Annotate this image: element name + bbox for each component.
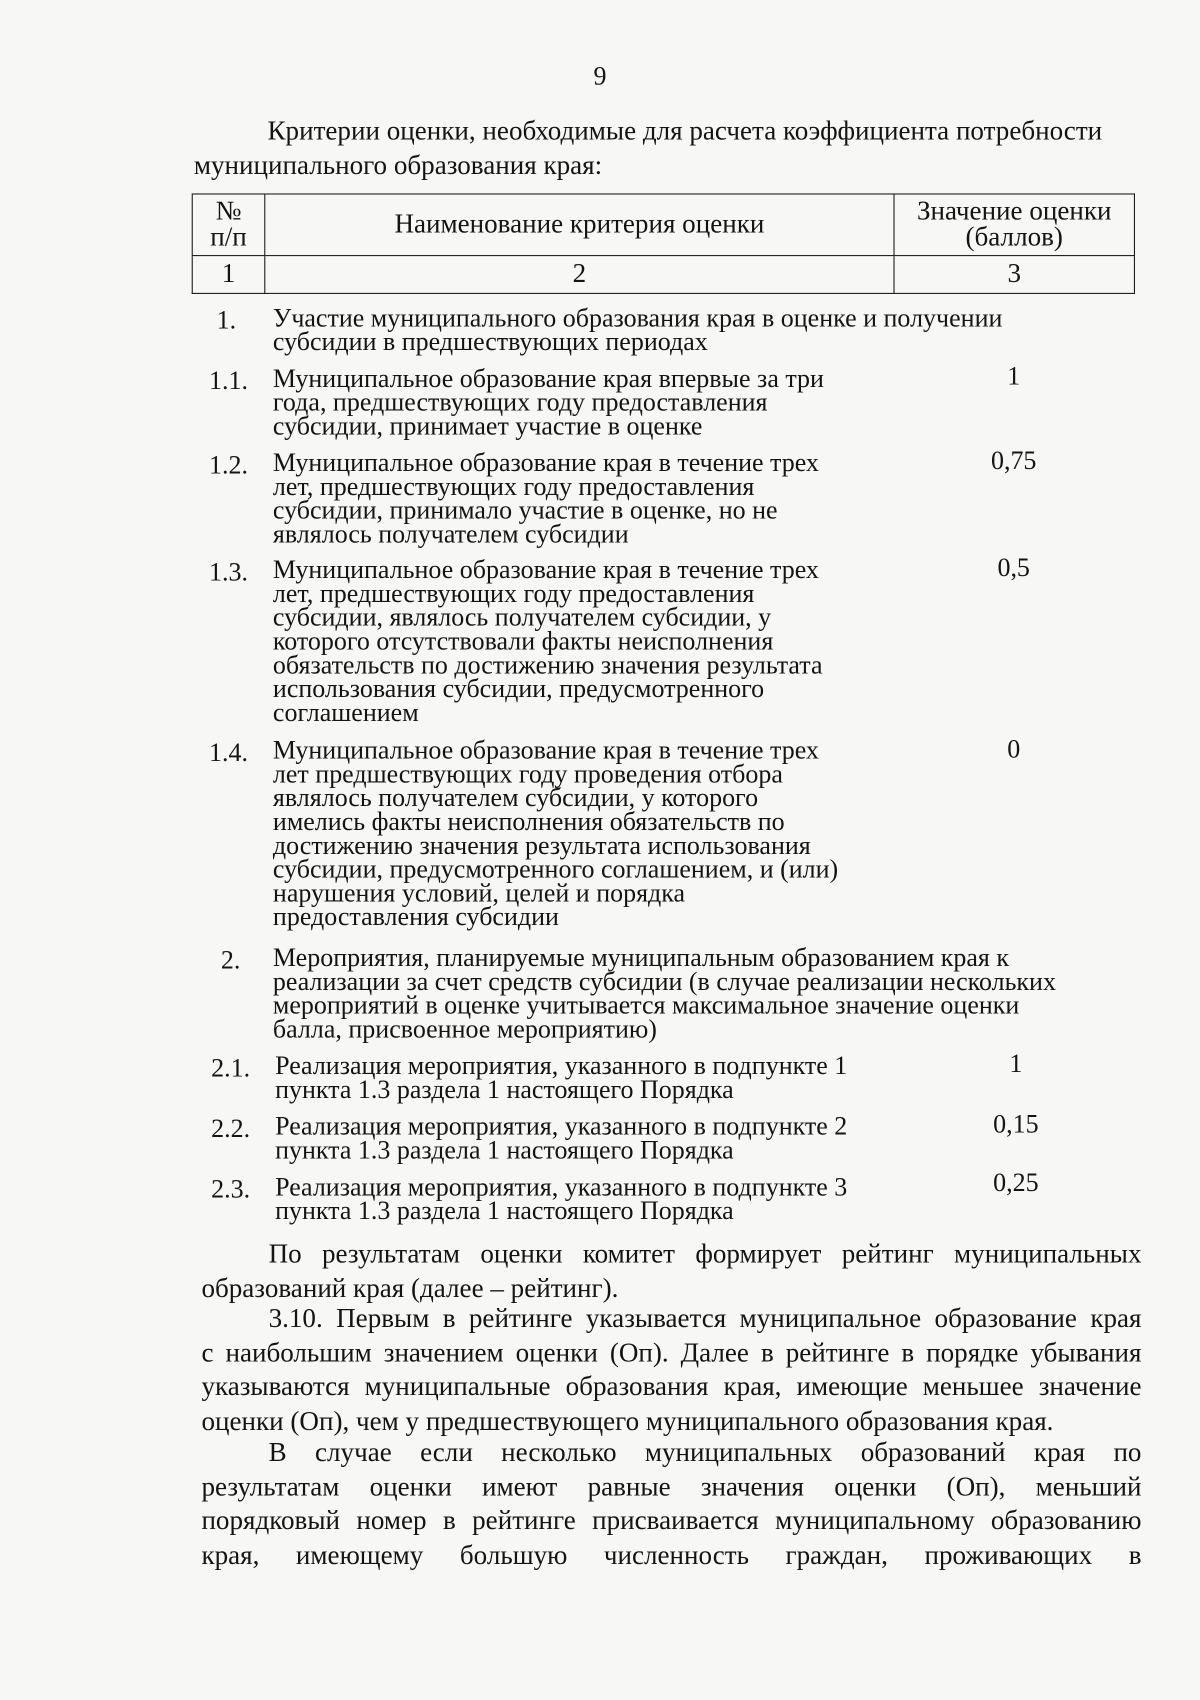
header-value-line2: (баллов) [965, 222, 1063, 252]
row-2-3-score: 0,25 [993, 1169, 1039, 1198]
text-line: достижению значения результата использования [272, 832, 811, 861]
row-2-number: 2. [220, 946, 241, 975]
column-number-2-text: 2 [572, 259, 587, 289]
header-value [895, 193, 1135, 256]
header-number-pp: п/п [210, 222, 247, 252]
column-number-1-text: 1 [221, 259, 236, 289]
row-1-4-text [272, 737, 839, 932]
paragraph-rating [201, 1237, 1141, 1305]
row-2-text [272, 944, 1056, 1044]
paragraph-line: По результатам оценки комитет формирует рейтинг муниципальных [268, 1239, 1142, 1269]
text-line: Муниципальное образование края в течение трех [272, 449, 819, 478]
row-1-1-text [272, 365, 824, 441]
header-value-line1: Значение оценки [916, 196, 1112, 226]
intro-line-1: Критерии оценки, необходимые для расчета коэффициента потребности [267, 116, 1103, 146]
text-line: нарушения условий, целей и порядка [272, 879, 686, 908]
page-number: 9 [593, 62, 607, 91]
paragraph-line: края, имеющему большую численность граждан, проживающих в [201, 1540, 1142, 1570]
text-line: имелись факты неисполнения обязательств по [272, 808, 785, 837]
intro-line-2: муниципального образования края: [193, 151, 603, 181]
text-line: субсидии, являлось получателем субсидии, у [272, 604, 772, 633]
row-1-3-number: 1.3. [209, 558, 249, 587]
paragraph-line: с наибольшим значением оценки (Оп). Далее в рейтинге в порядке убывания [201, 1338, 1142, 1368]
text-line: Муниципальное образование края в течение трех [272, 556, 819, 585]
text-line: обязательств по достижению значения результата [272, 651, 823, 680]
text-line: Муниципальное образование края в течение трех [272, 737, 819, 766]
paragraph-line: В случае если несколько муниципальных образований края по [268, 1438, 1142, 1468]
text-line: пункта 1.3 раздела 1 настоящего Порядка [275, 1197, 734, 1226]
text-line: предоставления субсидии [272, 903, 559, 932]
header-number-sign: № [215, 196, 242, 226]
row-2-3-number: 2.3. [211, 1175, 251, 1204]
row-2-3-text [275, 1173, 848, 1226]
header-name [265, 193, 894, 256]
text-line: Реализация мероприятия, указанного в подпункте 1 [275, 1052, 848, 1081]
text-line: являлось получателем субсидии, у которого [272, 784, 759, 813]
row-1-2-number: 1.2. [209, 451, 249, 480]
text-line: Реализация мероприятия, указанного в подпункте 3 [275, 1173, 848, 1202]
paragraph-equal-scores [201, 1436, 1141, 1572]
row-1-1-score: 1 [1007, 363, 1021, 392]
row-2-2-number: 2.2. [211, 1115, 251, 1144]
paragraph-line: образований края (далее – рейтинг). [201, 1273, 619, 1303]
header-name-text: Наименование критерия оценки [394, 209, 765, 239]
paragraph-3-10 [201, 1302, 1141, 1438]
row-1-3-text [272, 556, 823, 728]
header-number [192, 193, 266, 256]
paragraph-line: результатам оценки имеют равные значения оценки (Оп), меньший [201, 1472, 1142, 1502]
text-line: пункта 1.3 раздела 1 настоящего Порядка [275, 1136, 734, 1165]
row-1-number: 1. [216, 306, 237, 336]
row-1-1-number: 1.1. [209, 367, 249, 396]
text-line: субсидии в предшествующих периодах [272, 328, 708, 357]
row-1-2-text [272, 449, 819, 549]
text-line: Участие муниципального образования края в оценке и получении [272, 304, 1003, 333]
text-line: мероприятий в оценке учитывается максимальное значение оценки [272, 992, 1020, 1021]
text-line: пункта 1.3 раздела 1 настоящего Порядка [275, 1076, 734, 1105]
text-line: лет предшествующих году проведения отбора [272, 760, 783, 789]
text-line: субсидии, принимало участие в оценке, но не [272, 497, 778, 526]
row-2-2-text [275, 1115, 847, 1163]
row-1-text [272, 304, 1003, 357]
text-line: года, предшествующих году предоставления [272, 389, 768, 418]
paragraph-line: оценки (Оп), чем у предшествующего муниципального образования края. [201, 1406, 1054, 1436]
row-2-1-text [275, 1052, 848, 1105]
row-2-2-score: 0,15 [993, 1110, 1039, 1140]
text-line: балла, присвоенное мероприятию) [272, 1015, 657, 1044]
text-line: Реализация мероприятия, указанного в подпункте 2 [275, 1113, 848, 1142]
column-number-1 [192, 256, 266, 294]
text-line: реализации за счет средств субсидии (в случае реализации нескольких [272, 968, 1056, 997]
row-2-1-score: 1 [1009, 1050, 1023, 1079]
row-1-4-score: 0 [1007, 735, 1021, 765]
text-line: являлось получателем субсидии [272, 520, 629, 549]
row-1-3-score: 0,5 [997, 554, 1030, 583]
text-line: лет, предшествующих году предоставления [272, 580, 755, 609]
column-number-2 [265, 256, 894, 294]
text-line: Мероприятия, планируемые муниципальным образованием края к [272, 944, 1010, 973]
text-line: использования субсидии, предусмотренного [272, 675, 765, 704]
row-1-4-number: 1.4. [209, 739, 249, 768]
text-line: которого отсутствовали факты неисполнения [272, 627, 774, 656]
text-line: соглашением [272, 699, 419, 728]
paragraph-line: 3.10. Первым в рейтинге указывается муниципальное образование края [268, 1304, 1142, 1334]
text-line: лет, предшествующих году предоставления [272, 473, 755, 502]
text-line: субсидии, предусмотренного соглашением, и (или) [272, 855, 839, 885]
paragraph-line: порядковый номер в рейтинге присваивается муниципальному образованию [201, 1506, 1142, 1536]
text-line: субсидии, принимает участие в оценке [272, 412, 703, 441]
text-line: Муниципальное образование края впервые за три [272, 365, 824, 394]
row-2-1-number: 2.1. [211, 1054, 251, 1083]
column-number-3 [895, 256, 1135, 294]
paragraph-line: указываются муниципальные образования края, имеющие меньшее значение [201, 1372, 1142, 1402]
column-number-3-text: 3 [1007, 259, 1021, 289]
row-1-2-score: 0,75 [990, 447, 1037, 476]
